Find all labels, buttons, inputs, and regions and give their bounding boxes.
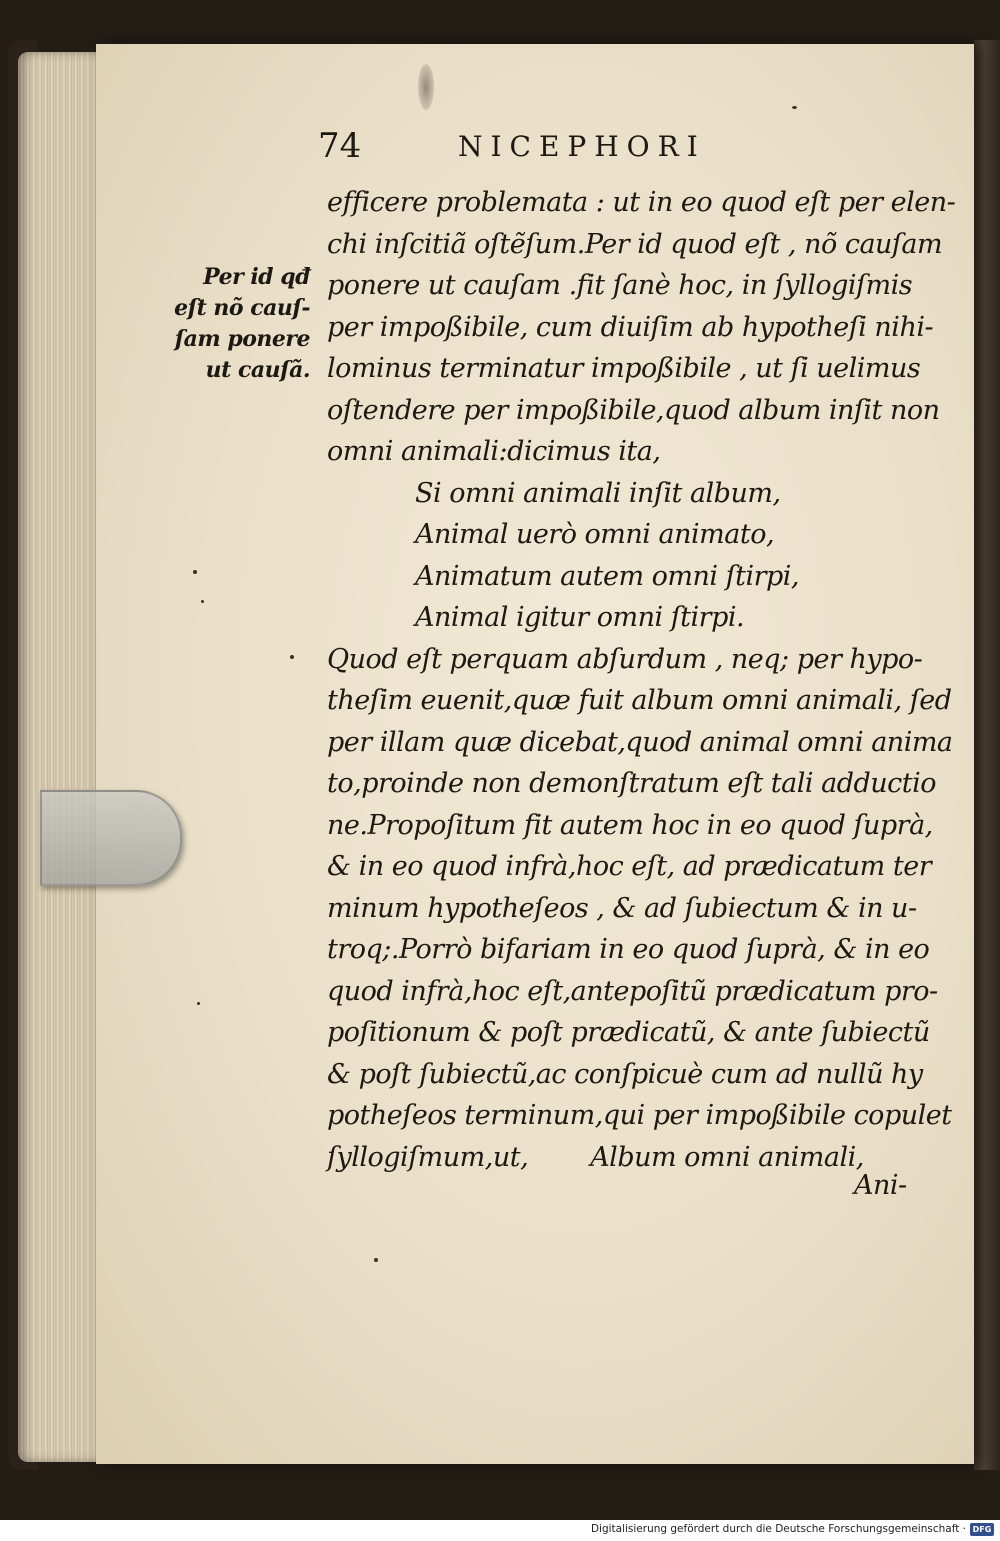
text-line: chi inſcitiã oſtẽſum.Per id quod eſt , nõ cauſam (327, 228, 943, 260)
book-right-edge (974, 40, 1000, 1470)
margin-note (160, 262, 310, 386)
text-line: potheſeos terminum,qui per impoßibile copulet (327, 1100, 952, 1131)
ink-speck (197, 1002, 200, 1005)
catchword: Ani- (854, 1170, 907, 1201)
ink-blot (418, 64, 434, 110)
page-header (318, 126, 778, 170)
text-line: minum hypotheſeos , & ad ſubiectum & in u- (327, 892, 917, 924)
dfg-logo: DFG (970, 1523, 994, 1536)
text-line: per illam quæ dicebat,quod animal omni anima (327, 726, 953, 758)
book-page-edges (18, 52, 103, 1462)
text-line: oſtendere per impoßibile,quod album inſit non (327, 394, 940, 426)
text-line-last (327, 1137, 927, 1179)
text-line: ne.Propoſitum fit autem hoc in eo quod ſuprà, (327, 809, 933, 841)
text-line: troq;.Porrò bifariam in eo quod ſuprà, & in eo (327, 934, 930, 965)
text-line: theſim euenit,quæ fuit album omni animali, ſed (327, 685, 952, 716)
text-line: & poſt ſubiectũ,ac conſpicuè cum ad nullũ hy (327, 1058, 923, 1090)
margin-note-line: Per id qđ (203, 264, 310, 290)
text-line: Quod eſt perquam abſurdum , neq; per hypo- (327, 643, 923, 675)
ink-speck (290, 655, 294, 659)
last-line-left: ſyllogiſmum,ut, (327, 1141, 529, 1173)
footer-bar (0, 1520, 1000, 1541)
footer-credit: Digitalisierung gefördert durch die Deutsche Forschungsgemeinschaft · (590, 1523, 966, 1535)
body-text (327, 182, 956, 1178)
text-line: per impoßibile, cum diuiſim ab hypotheſi nihi- (327, 311, 934, 343)
text-line: poſitionum & poſt prædicatũ, & ante ſubiectũ (327, 1017, 930, 1048)
margin-note-line: eſt nõ cauſ- (174, 295, 310, 321)
text-line: efficere problemata : ut in eo quod eſt per elen- (327, 187, 956, 218)
verse-line: Animal uerò omni animato, (415, 519, 775, 550)
ink-speck (201, 600, 204, 603)
verse-line: Animatum autem omni ſtirpi, (415, 560, 799, 592)
running-head: NICEPHORI (458, 130, 706, 163)
verse-line: Si omni animali inſit album, (415, 477, 781, 509)
page-number: 74 (318, 126, 362, 166)
text-line: lominus terminatur impoßibile , ut ſi uelimus (327, 353, 921, 384)
text-line: omni animali:dicimus ita, (327, 436, 661, 467)
verse-line: Animal igitur omni ſtirpi. (415, 602, 745, 633)
page-clip-bookmark (40, 790, 182, 886)
margin-note-line: ſam ponere (174, 326, 310, 352)
ink-speck (374, 1258, 378, 1262)
last-line-right: Album omni animali, (590, 1141, 864, 1173)
text-line: quod infrà,hoc eſt,antepoſitũ prædicatum pro- (327, 975, 938, 1007)
text-line: & in eo quod infrà,hoc eſt, ad prædicatum ter (327, 851, 932, 882)
text-line: to,proinde non demonſtratum eſt tali adductio (327, 768, 937, 799)
ink-speck (193, 570, 197, 574)
margin-note-line: ut cauſã. (205, 357, 310, 383)
ink-speck (792, 106, 797, 109)
text-line: ponere ut cauſam .fit ſanè hoc, in ſyllogiſmis (327, 270, 913, 301)
